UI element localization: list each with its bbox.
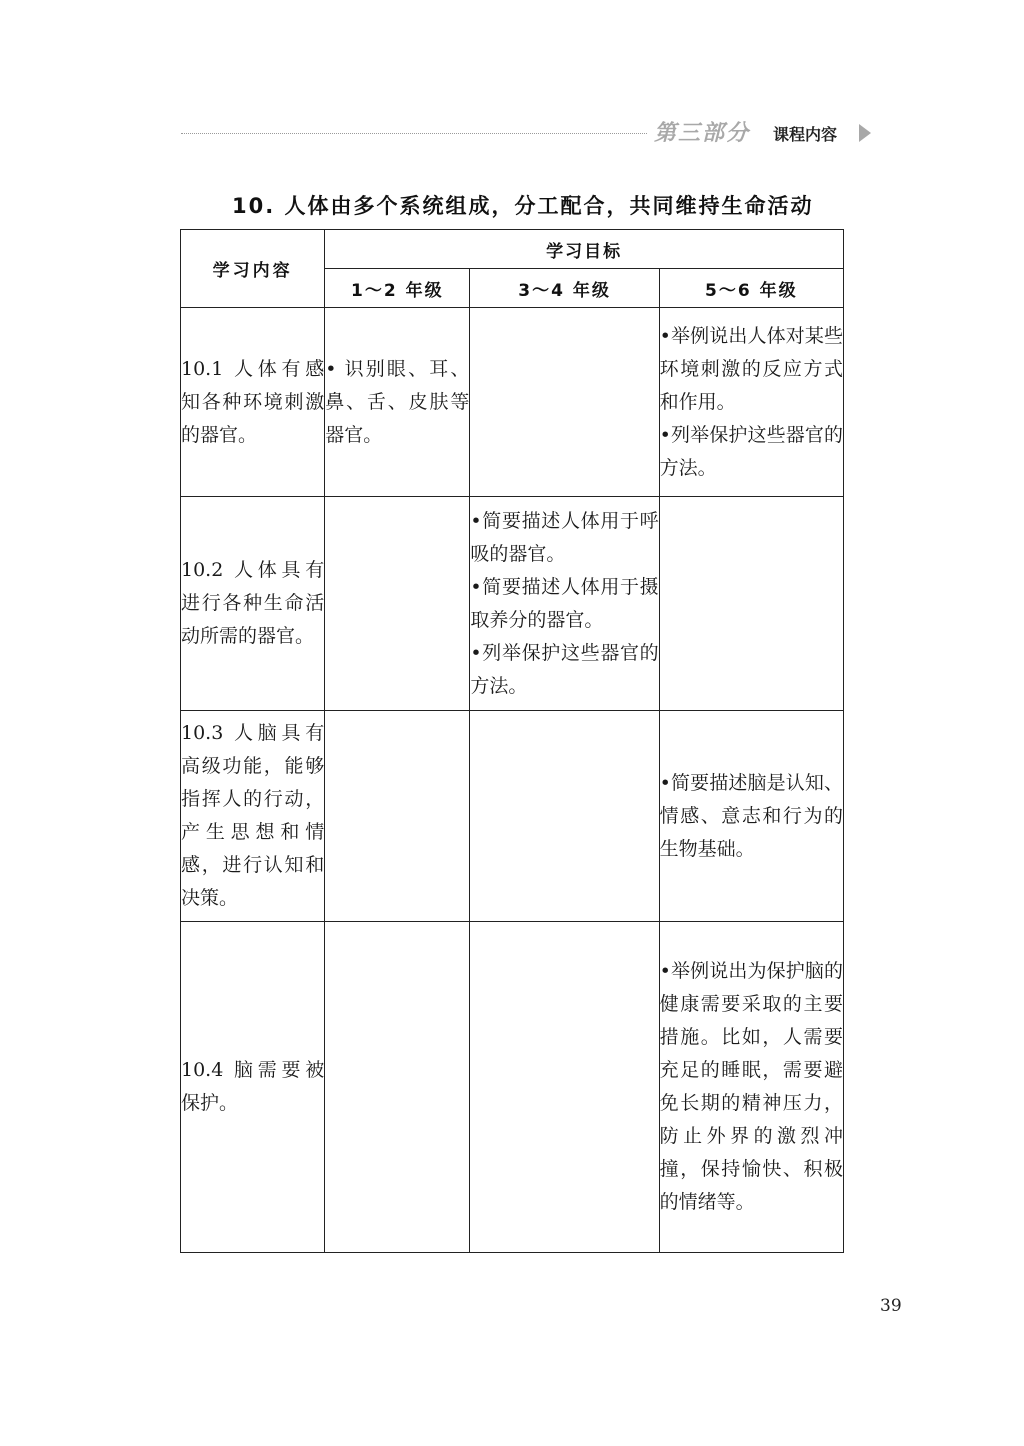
header-grade-3-4: 3～4 年级	[470, 269, 659, 308]
goal-item: •举例说出为保护脑的健康需要采取的主要措施。比如，人需要充足的睡眠，需要避免长期的精神压力，防止外界的激烈冲撞，保持愉快、积极的情绪等。	[659, 960, 843, 1213]
header-section-label: 第三部分	[654, 120, 751, 146]
table-row	[181, 497, 844, 711]
triangle-right-icon	[859, 124, 871, 142]
content-cell: 10.3 人脑具有高级功能，能够指挥人的行动，产生思想和情感，进行认知和决策。	[181, 711, 325, 922]
grade-3-4-cell	[470, 308, 659, 497]
goal-item: •简要描述脑是认知、情感、意志和行为的生物基础。	[659, 771, 843, 860]
header-chapter-label: 课程内容	[773, 125, 838, 144]
table-row	[181, 308, 844, 497]
header-learning-content: 学习内容	[181, 230, 325, 308]
grade-5-6-cell	[659, 922, 843, 1253]
content-cell: 10.4 脑需要被保护。	[181, 922, 325, 1253]
header-dotted-rule	[181, 133, 647, 134]
grade-3-4-cell	[470, 711, 659, 922]
goal-item: •列举保护这些器官的方法。	[659, 423, 843, 479]
goal-item: •举例说出人体对某些环境刺激的反应方式和作用。	[659, 324, 843, 413]
goal-item: •列举保护这些器官的方法。	[470, 641, 659, 697]
header-learning-goals: 学习目标	[325, 230, 844, 269]
section-title: 10. 人体由多个系统组成，分工配合，共同维持生命活动	[232, 194, 814, 218]
grade-3-4-cell	[470, 922, 659, 1253]
grade-5-6-cell	[659, 308, 843, 497]
header-grade-1-2: 1～2 年级	[325, 269, 470, 308]
goal-item: • 识别眼、耳、鼻、舌、皮肤等器官。	[325, 357, 470, 446]
grade-5-6-cell	[659, 711, 843, 922]
content-cell: 10.2 人体具有进行各种生命活动所需的器官。	[181, 497, 325, 711]
grade-1-2-cell	[325, 922, 470, 1253]
goal-item: •简要描述人体用于摄取养分的器官。	[470, 575, 659, 631]
header-grade-5-6: 5～6 年级	[659, 269, 843, 308]
grade-5-6-cell	[659, 497, 843, 711]
goal-item: •简要描述人体用于呼吸的器官。	[470, 509, 659, 565]
table-row	[181, 711, 844, 922]
learning-goals-table	[180, 229, 844, 1253]
content-cell: 10.1 人体有感知各种环境刺激的器官。	[181, 308, 325, 497]
grade-1-2-cell	[325, 497, 470, 711]
grade-3-4-cell	[470, 497, 659, 711]
table-row	[181, 922, 844, 1253]
grade-1-2-cell	[325, 711, 470, 922]
page-number: 39	[880, 1296, 902, 1316]
grade-1-2-cell	[325, 308, 470, 497]
